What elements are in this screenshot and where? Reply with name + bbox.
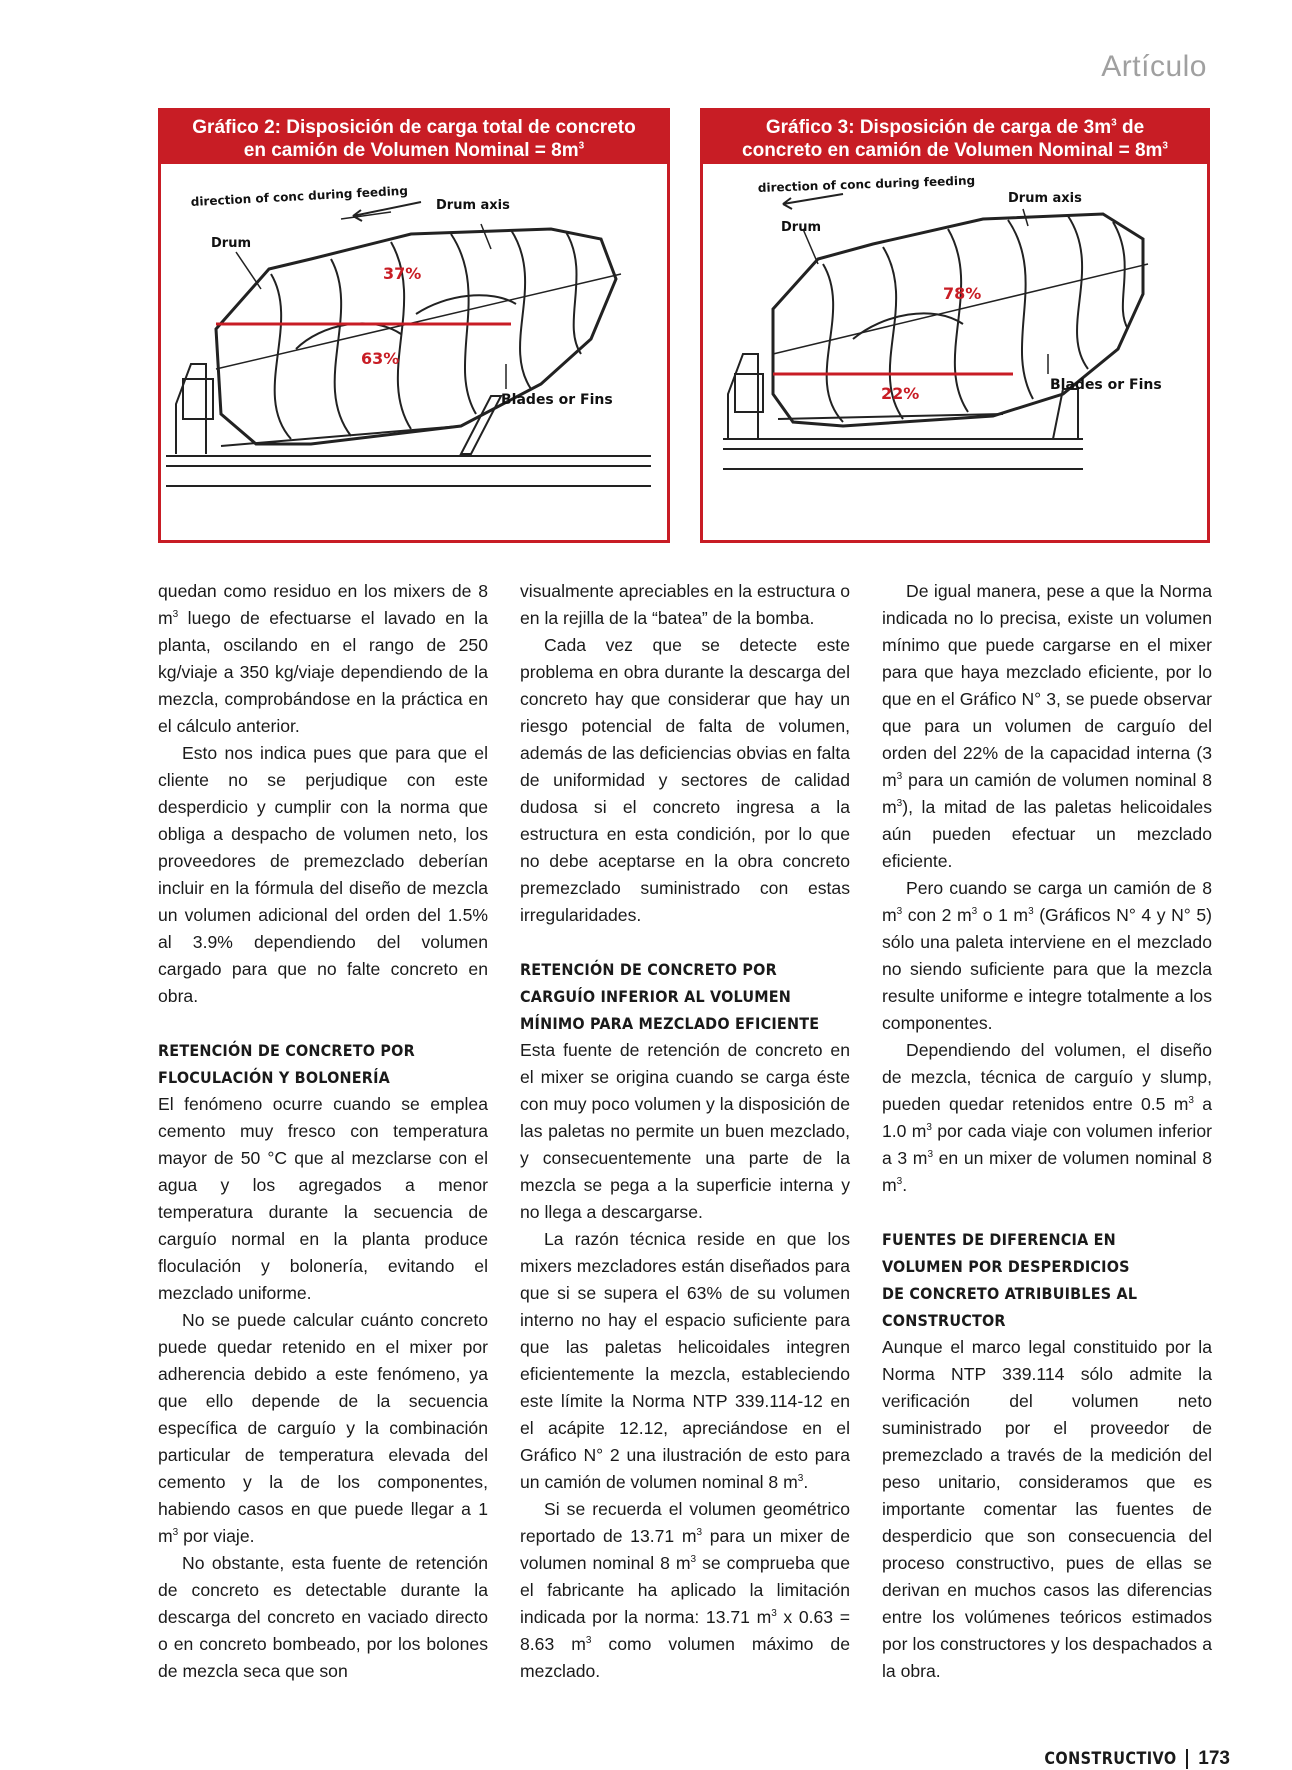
label-blades: Blades or Fins [1050,377,1162,393]
section-label: Artículo [1101,50,1207,83]
leader-line [481,224,491,249]
blade-curve [823,264,843,422]
body-paragraph: No obstante, esta fuente de retención de concreto es detectable durante la descarga del concreto en vaciado directo o en concreto bombeado, por los bolones de mezcla seca que son [158,1553,488,1681]
label-blades: Blades or Fins [501,392,613,408]
page-number: 173 [1198,1748,1230,1769]
label-direction: direction of conc during feeding [757,173,976,195]
body-paragraph: Cada vez que se detecte este problema en obra durante la descarga del concreto hay que considerar que hay un riesgo potencial de falta de volumen, además de las deficiencias obvias en falta de uniformidad y sectores de calidad dudosa si el concreto ingresa a la estructura en esta condición, por lo que no debe aceptarse en la obra concreto premezclado suministrado con estas irregularidades. [520,635,850,925]
section-heading: FUENTES DE DIFERENCIA EN VOLUMEN POR DESPERDICIOS DE CONCRETO ATRIBUIBLES AL CONSTRUCTOR [882,1230,1138,1330]
blade-curve [416,295,516,314]
body-paragraph: Aunque el marco legal constituido por la Norma NTP 339.114 sólo admite la verificación del volumen neto suministrado por el proveedor de premezclado a través de la medición del peso unitario, consideramos que es importante comentar las fuentes de desperdicio que son consecuencia del proceso constructivo, pues de ellas se derivan en muchos casos las diferencias entre los volúmenes teóricos estimados por los constructores y los despachados a la obra. [882,1337,1212,1681]
label-drum-axis: Drum axis [436,198,510,213]
section-heading: RETENCIÓN DE CONCRETO POR FLOCULACIÓN Y BOLONERÍA [158,1041,415,1087]
upper-percentage: 37% [383,264,422,283]
page-footer [1021,1748,1230,1770]
blade-curve [331,259,351,436]
body-paragraph: La razón técnica reside en que los mixers mezcladores están diseñados para que si se supera el 63% de su volumen interno no hay el espacio suficiente para que las paletas helicoidales integren eficientemente la mezcla, estableciendo este límite la Norma NTP 339.114-12 en el acápite 12.12, apreciándose en el Gráfico N° 2 una ilustración de esto para un camión de volumen nominal 8 $m^3$. [520,1229,850,1492]
upper-percentage: 78% [943,284,982,303]
body-paragraph: De igual manera, pese a que la Norma indicada no lo precisa, existe un volumen mínimo que puede cargarse en el mixer para que haya mezclado eficiente, por lo que en el Gráfico N° 3, se puede observar que para un volumen de carguío del orden del 22% de la capacidad interna (3 $m^3$ para un camión de volumen nominal 8 $m^3$), la mitad de las paletas helicoidales aún pueden efectuar un mezclado eficiente. [882,581,1212,871]
blade-curve [853,313,963,339]
blade-curve [1008,220,1033,399]
figure-2-title: Gráfico 2: Disposición de carga total de concreto en camión de Volumen Nominal = $8m^3$ [161,111,667,164]
blade-curve [296,323,401,349]
body-column-2 [520,578,850,1685]
label-drum: Drum [781,220,822,235]
body-column-3 [882,578,1212,1685]
frame-line [221,426,461,446]
body-paragraph: visualmente apreciables en la estructura o en la rejilla de la “batea” de la bomba. [520,581,850,628]
lower-percentage: 63% [361,349,400,368]
direction-arrow [783,194,843,209]
body-paragraph: El fenómeno ocurre cuando se emplea cemento muy fresco con temperatura mayor de 50 °C que al mezclarse con el agua y los agregados a menor temperatura durante la secuencia de carguío normal en la planta produce floculación y bolonería, evitando el mezclado uniforme. [158,1094,488,1303]
blade-curve [511,230,531,389]
section-heading: RETENCIÓN DE CONCRETO POR CARGUÍO INFERIOR AL VOLUMEN MÍNIMO PARA MEZCLADO EFICIENTE [520,960,820,1033]
figure-3-title: Gráfico 3: Disposición de carga de $3m^3$ de concreto en camión de Volumen Nominal = $8m^3$ [703,111,1207,164]
frame-rear [176,364,206,454]
body-paragraph: Dependiendo del volumen, el diseño de mezcla, técnica de carguío y slump, pueden quedar retenidos entre 0.5 $m^3$ a 1.0 $m^3$ por cada viaje con volumen inferior a 3 $m^3$ en un mixer de volumen nominal 8 $m^3$. [882,1040,1212,1195]
figure-2-mixer-drawing [161,164,667,540]
lower-percentage: 22% [881,384,920,403]
footer-separator [1186,1749,1188,1769]
body-paragraph: No se puede calcular cuánto concreto puede quedar retenido en el mixer por adherencia debido a este fenómeno, ya que ello depende de la secuencia específica de carguío y la combinación particular de temperatura elevada del cemento y la de los componentes, habiendo casos en que puede llegar a 1 $m^3$ por viaje. [158,1310,488,1546]
blade-curve [1068,216,1088,369]
body-paragraph: Pero cuando se carga un camión de 8 $m^3$ con 2 $m^3$ o 1 $m^3$ (Gráficos N° 4 y N° 5) sólo una paleta interviene en el mezclado no siendo suficiente para que la mezcla resulte uniforme e integre totalmente a los componentes. [882,878,1212,1033]
body-column-1 [158,578,488,1685]
leader-line [236,252,261,289]
figure-3 [700,108,1210,543]
figure-2 [158,108,670,543]
label-drum: Drum [211,236,252,251]
body-paragraph: Esta fuente de retención de concreto en el mixer se origina cuando se carga éste con muy poco volumen y la disposición de las paletas no permite un buen mezclado, y consecuentemente una parte de la mezcla se pega a la superficie interna y no llega a descargarse. [520,1040,850,1222]
body-paragraph: Esto nos indica pues que para que el cliente no se perjudique con este desperdicio y cumplir con la norma que obliga a despacho de volumen neto, los proveedores de premezclado deberían incluir en la fórmula del diseño de mezcla un volumen adicional del orden del 1.5% al 3.9% dependiendo del volumen cargado para que no falte concreto en obra. [158,743,488,1006]
chassis-support [461,396,501,454]
body-paragraph: quedan como residuo en los mixers de 8 $m^3$ luego de efectuarse el lavado en la planta, oscilando en el rango de 250 kg/viaje a 350 kg/viaje dependiendo de la mezcla, comprobándose en la práctica en el cálculo anterior. [158,581,488,736]
direction-arrow [353,202,421,221]
blade-curve [1113,222,1128,329]
blade-curve [271,274,291,439]
magazine-name: CONSTRUCTIVO [1044,1749,1177,1769]
figure-3-mixer-drawing [703,164,1207,540]
blade-curve [566,232,581,354]
body-paragraph: Si se recuerda el volumen geométrico reportado de 13.71 $m^3$ para un mixer de volumen nominal 8 $m^3$ se comprueba que el fabricante ha aplicado la limitación indicada por la norma: 13.71 $m^3$ x 0.63 = 8.63 $m^3$ como volumen máximo de mezclado. [520,1499,850,1681]
label-drum-axis: Drum axis [1008,191,1082,206]
frame-rear [728,354,758,439]
pedestal [183,379,213,419]
label-direction: direction of conc during feeding [190,183,409,209]
